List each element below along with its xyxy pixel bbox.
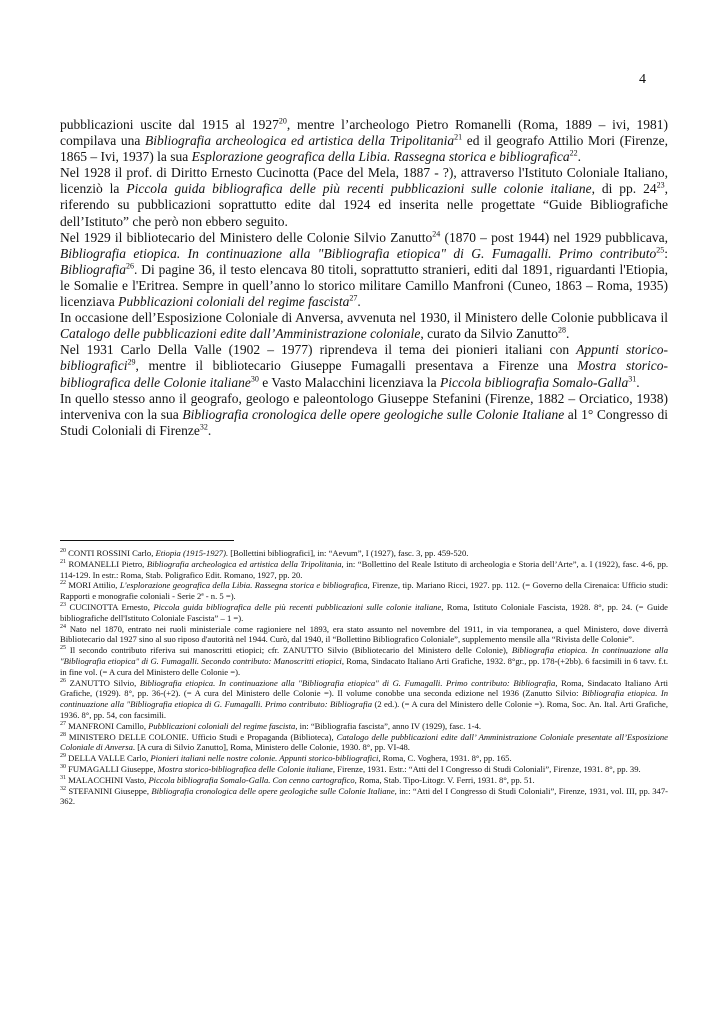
text-run: , di pp. 24 <box>591 181 657 197</box>
body-paragraph <box>60 117 668 165</box>
text-run: MANFRONI Camillo, <box>66 720 149 731</box>
text-run: DELLA VALLE Carlo, <box>66 753 151 764</box>
text-run: Nel 1928 il prof. di Diritto Ernesto Cucinotta (Pace del Mela, 1887 - ?), attraverso l'Istituto Coloniale Italiano, licenziò la <box>60 165 668 197</box>
text-run: . <box>357 294 361 310</box>
italic-title: Bibliografia etiopica. In continuazione alla "Bibliografia etiopica di G. Fumagalli. Primo contributo: Bibliografia <box>60 688 669 710</box>
italic-title: Pubblicazioni coloniali del regime fascista <box>118 294 350 310</box>
text-run: (2 ed.). (= A cura del Ministero delle Colonie =). Roma, Soc. An. Ital. Arti Grafiche, 1936. 8°, pp. 54, con facsimili. <box>60 699 668 720</box>
text-run: Nel 1929 il bibliotecario del Ministero delle Colonie Silvio Zanutto <box>60 229 433 245</box>
footnote-marker: 32 <box>199 422 208 432</box>
footnote <box>60 602 668 624</box>
italic-title: Bibliografia cronologica delle opere geologiche sulle Colonie Italiane <box>151 785 395 796</box>
italic-title: L'esplorazione geografica della Libia. Rassegna storica e bibliografica <box>119 580 368 591</box>
text-run: , Roma, Sindacato Italiano Arti Grafiche, (1929). 8°, pp. 36-(+2). (= A cura del Ministero delle Colonie =). Il volume conobbe una seconda edizione nel 1936 (Zanutto Silvio: <box>60 677 668 699</box>
text-run: STEFANINI Giuseppe, <box>66 785 152 796</box>
footnote-marker: 31 <box>60 774 66 781</box>
text-run: , in: “Bibliografia fascista”, anno IV (1929), fasc. 1-4. <box>295 720 482 731</box>
text-run: ZANUTTO Silvio, <box>66 677 140 688</box>
text-run: , Roma, Stab. Tipo-Litogr. V. Ferri, 1931. 8°, pp. 51. <box>354 774 535 785</box>
page-number: 4 <box>639 72 646 87</box>
italic-title: Esplorazione geografica della Libia. Rassegna storica e bibliografica <box>191 149 570 165</box>
italic-title: Piccola bibliografia Somalo-Galla <box>440 374 629 390</box>
text-run: , Roma, Sindacato Italiano Arti Grafiche, 1932. 8°gr., pp. 178-(+2bb). 6 facsimili in 6 tavv. f.t. in fine vol. (= A cura del Ministero delle Colonie =). <box>60 655 668 677</box>
footnote-marker: 21 <box>60 558 66 565</box>
text-run: , riferendo su pubblicazioni soprattutto edite dal 1924 ed inserita nelle progettate “Guide Bibliografiche dell’Istituto” che però non ebbero seguito. <box>60 181 668 229</box>
italic-title: Mostra storico-bibliografica delle Colonie italiane <box>60 358 668 390</box>
footnote <box>60 548 668 559</box>
text-run: , curato da Silvio Zanutto <box>420 326 558 342</box>
footnote <box>60 678 668 721</box>
footnote-marker: 27 <box>349 293 358 303</box>
footnote-marker: 20 <box>278 116 287 126</box>
italic-title: Bibliografia etiopica. In continuazione alla "Bibliografia etiopica" di G. Fumagalli. Secondo contributo: Manoscritti etiopici <box>60 645 668 666</box>
italic-title: Piccola guida bibliografica delle più recenti pubblicazioni sulle colonie italiane <box>126 181 592 197</box>
footnote-marker: 21 <box>454 132 463 142</box>
italic-title: Catalogo delle pubblicazioni edite dall’Amministrazione coloniale <box>60 326 421 342</box>
footnote-marker: 27 <box>60 720 66 727</box>
footnote-marker: 30 <box>60 764 66 771</box>
text-run: . <box>565 326 570 342</box>
text-run: , in:: “Atti del I Congresso di Studi Coloniali”, Firenze, 1931, vol. III, pp. 347-362. <box>60 785 668 807</box>
footnote-marker: 28 <box>60 731 66 738</box>
text-run: Il secondo contributo riferiva sui manoscritti etiopici; cfr. ZANUTTO Silvio (Bibliotecario del Ministero delle Colonie), <box>66 645 512 656</box>
text-run: [Bollettini bibliografici], in: “Aevum”, I (1927), fasc. 3, pp. 459-520. <box>228 548 469 558</box>
text-run: MALACCHINI Vasto, <box>66 774 149 785</box>
footnote-marker: 26 <box>126 261 135 271</box>
text-run: In quello stesso anno il geografo, geologo e paleontologo Giuseppe Stefanini (Firenze, 1882 – Orciatico, 1938) interveniva con la sua <box>60 390 668 422</box>
body-paragraph <box>60 230 668 310</box>
body-paragraph <box>60 342 668 390</box>
italic-title: Mostra storico-bibliografica delle Colonie italiane <box>157 763 333 774</box>
text-run: ROMANELLI Pietro, <box>66 558 147 569</box>
text-run: In occasione dell’Esposizione Coloniale di Anversa, avvenuta nel 1930, il Ministero delle Colonie pubblicava il <box>60 310 668 326</box>
footnote-marker: 25 <box>60 645 66 652</box>
text-run: , Roma, Istituto Coloniale Fascista, 1928. 8°, pp. 24. (= Guide bibliografiche dell'Istituto Coloniale Fascista” – 1 =). <box>60 601 668 623</box>
text-run: (1870 – post 1944) nel 1929 pubblicava, <box>440 229 668 245</box>
body-paragraph <box>60 391 668 439</box>
text-run: CONTI ROSSINI Carlo, <box>66 548 156 558</box>
italic-title: Pionieri italiani nelle nostre colonie. Appunti storico-bibliografici <box>150 753 379 764</box>
italic-title: Bibliografia archeologica ed artistica della Tripolitania <box>144 133 455 149</box>
footnote <box>60 645 668 677</box>
text-run: MORI Attilio, <box>66 580 120 591</box>
text-run: . [A cura di Silvio Zanutto], Roma, Ministero delle Colonie, 1930. 8°, pp. VI-48. <box>132 742 410 753</box>
text-run: Nel 1931 Carlo Della Valle (1902 – 1977) riprendeva il tema dei pionieri italiani con <box>60 342 577 358</box>
footnote-marker: 23 <box>656 180 665 190</box>
italic-title: Bibliografia etiopica. In continuazione alla "Bibliografia etiopica" di G. Fumagalli. Primo contributo: Bibliografia <box>139 677 556 688</box>
footnote-marker: 29 <box>60 753 66 760</box>
text-run: , mentre il bibliotecario Giuseppe Fumagalli presentava a Firenze una <box>135 358 578 374</box>
text-run: , Firenze, tip. Mariano Ricci, 1927. pp. 112. (= Governo della Cirenaica: Ufficio studi: Rapporti e monografie coloniali - Serie 2ª - n. 5 =). <box>60 580 668 602</box>
text-run: pubblicazioni uscite dal 1915 al 1927 <box>60 117 279 132</box>
text-run: . <box>577 149 581 165</box>
text-run: , in: “Bollettino del Reale Istituto di archeologia e Storia dell’Arte”, a. I (1922), fasc. 4-6, pp. 114-129. In estr.: Roma, Stab. Poligrafico Edit. Romano, 1927, pp. 20. <box>60 558 669 580</box>
footnote <box>60 786 668 808</box>
body-paragraph <box>60 165 668 229</box>
italic-title: Piccola bibliografia Somalo-Galla. Con cenno cartografico <box>148 774 355 785</box>
text-run: ed il geografo Attilio Mori (Firenze, 1865 – Ivi, 1937) la sua <box>60 133 668 165</box>
footnote-marker: 24 <box>432 229 441 239</box>
footnote-marker: 22 <box>60 580 66 587</box>
body-text <box>60 117 668 439</box>
body-paragraph <box>60 310 668 342</box>
italic-title: Etiopia (1915-1927). <box>155 548 229 558</box>
text-run: : <box>664 245 668 261</box>
text-run: , Roma, C. Voghera, 1931. 8°, pp. 165. <box>378 753 512 764</box>
text-run: FUMAGALLI Giuseppe, <box>66 763 158 774</box>
italic-title: Bibliografia <box>60 261 127 277</box>
text-run: . <box>636 374 640 390</box>
text-run: al 1° Congresso di Studi Coloniali di Firenze <box>60 406 668 438</box>
footnote-marker: 31 <box>628 374 637 383</box>
footnote <box>60 624 668 646</box>
text-run: Nato nel 1870, entrato nei ruoli ministeriale come ragioniere nel 1893, era stato assunto nel novembre del 1911, in via temporanea, a quel Ministero, dove diverrà Bibliotecario dal 1927 sino al suo riposo d'autorità nel 1944. Curò, dal 1940, il “Bollettino Bibliografico Coloniale”, supplemento mensile alla “Rivista delle Colonie”. <box>60 623 668 645</box>
footnote-marker: 24 <box>60 623 66 630</box>
footnotes <box>60 548 668 807</box>
footnote-marker: 30 <box>250 374 259 383</box>
footnote-marker: 23 <box>60 602 66 609</box>
italic-title: Piccola guida bibliografica delle più recenti pubblicazioni sulle colonie italiane <box>153 601 442 612</box>
italic-title: Catalogo delle pubblicazioni edite dall’ Amministrazione Coloniale presentate all’Esposizione Coloniale di Anversa <box>60 731 668 753</box>
footnote-marker: 22 <box>569 148 578 158</box>
footnote-marker: 20 <box>60 548 66 555</box>
text-run: e Vasto Malacchini licenziava la <box>258 374 441 390</box>
footnote-marker: 28 <box>557 325 566 335</box>
footnote <box>60 559 668 581</box>
text-run: , Firenze, 1931. Estr.: “Atti del I Congresso di Studi Coloniali”, Firenze, 1931. 8°, pp. 39. <box>332 763 641 774</box>
footnote-marker: 26 <box>60 677 66 684</box>
text-run: . Di pagine 36, il testo elencava 80 titoli, soprattutto stranieri, editi dal 1891, riguardanti l'Etiopia, le Somalie e l'Eritrea. Sempre in quell’anno lo storico militare Camillo Manfroni (Cuneo, 1863 – Roma, 1935) licenziava <box>60 261 668 310</box>
footnote <box>60 764 668 775</box>
italic-title: Pubblicazioni coloniali del regime fascista <box>148 720 296 731</box>
footnote-separator <box>60 540 234 541</box>
footnote <box>60 753 668 764</box>
italic-title: Bibliografia cronologica delle opere geologiche sulle Colonie Italiane <box>182 406 565 422</box>
text-run: , mentre l’archeologo Pietro Romanelli (Roma, 1889 – ivi, 1981) compilava una <box>60 117 668 149</box>
footnote <box>60 775 668 786</box>
footnote-marker: 25 <box>656 245 665 255</box>
italic-title: Appunti storico-bibliografici <box>60 342 669 374</box>
footnote <box>60 580 668 602</box>
text-run: MINISTERO DELLE COLONIE. Ufficio Studi e Propaganda (Biblioteca), <box>66 731 337 742</box>
italic-title: Bibliografia archeologica ed artistica della Tripolitania <box>146 558 342 569</box>
italic-title: Bibliografia etiopica. In continuazione alla "Bibliografia etiopica" di G. Fumagalli. Primo contributo <box>60 245 657 261</box>
footnote <box>60 732 668 754</box>
text-run: . <box>207 422 212 438</box>
footnote <box>60 721 668 732</box>
footnote-marker: 29 <box>127 357 136 367</box>
text-run: CUCINOTTA Ernesto, <box>66 601 154 612</box>
footnote-marker: 32 <box>60 785 66 792</box>
